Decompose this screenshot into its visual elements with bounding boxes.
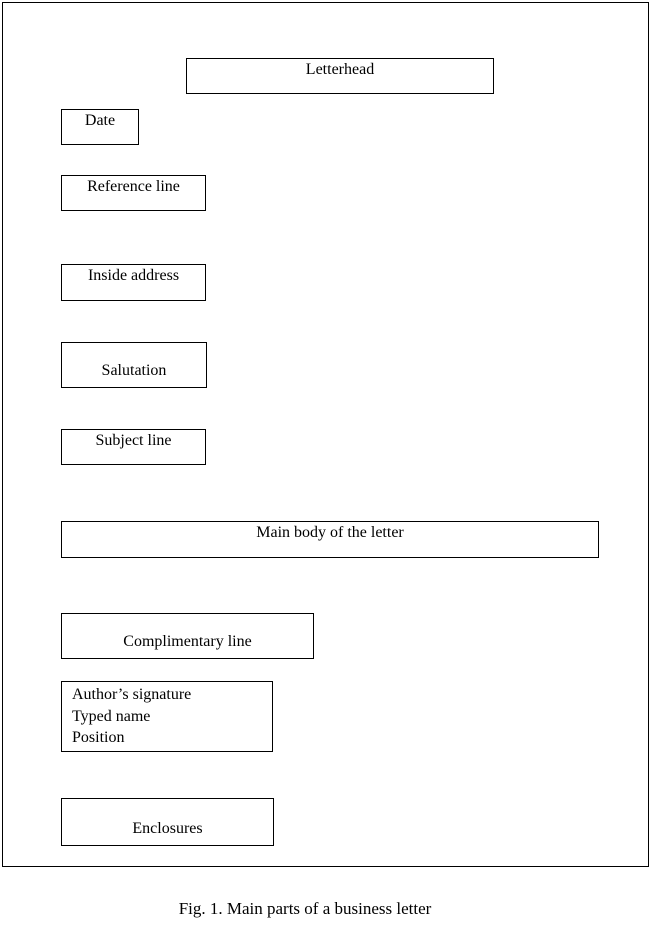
date-label: Date [84, 112, 116, 129]
subject-line-label: Subject line [95, 432, 172, 449]
inside-address-label: Inside address [87, 267, 180, 284]
main-body-box [61, 521, 599, 558]
complimentary-line-box [61, 613, 314, 659]
figure-caption: Fig. 1. Main parts of a business letter [178, 899, 432, 918]
date-box [61, 109, 139, 145]
letterhead-box [186, 58, 494, 94]
salutation-label: Salutation [101, 362, 167, 379]
inside-address-box [61, 264, 206, 301]
typed-name-line: Typed name [72, 707, 151, 725]
reference-line-box [61, 175, 206, 211]
subject-line-box [61, 429, 206, 465]
salutation-box [61, 342, 207, 388]
reference-line-label: Reference line [87, 178, 180, 195]
enclosures-box [61, 798, 274, 846]
signature-line: Author’s signature [72, 686, 192, 703]
main-body-label: Main body of the letter [256, 524, 404, 541]
position-line: Position [72, 729, 125, 746]
enclosures-label: Enclosures [132, 820, 203, 837]
signature-block-box [61, 681, 273, 752]
complimentary-line-label: Complimentary line [123, 633, 252, 650]
letterhead-label: Letterhead [305, 61, 375, 78]
